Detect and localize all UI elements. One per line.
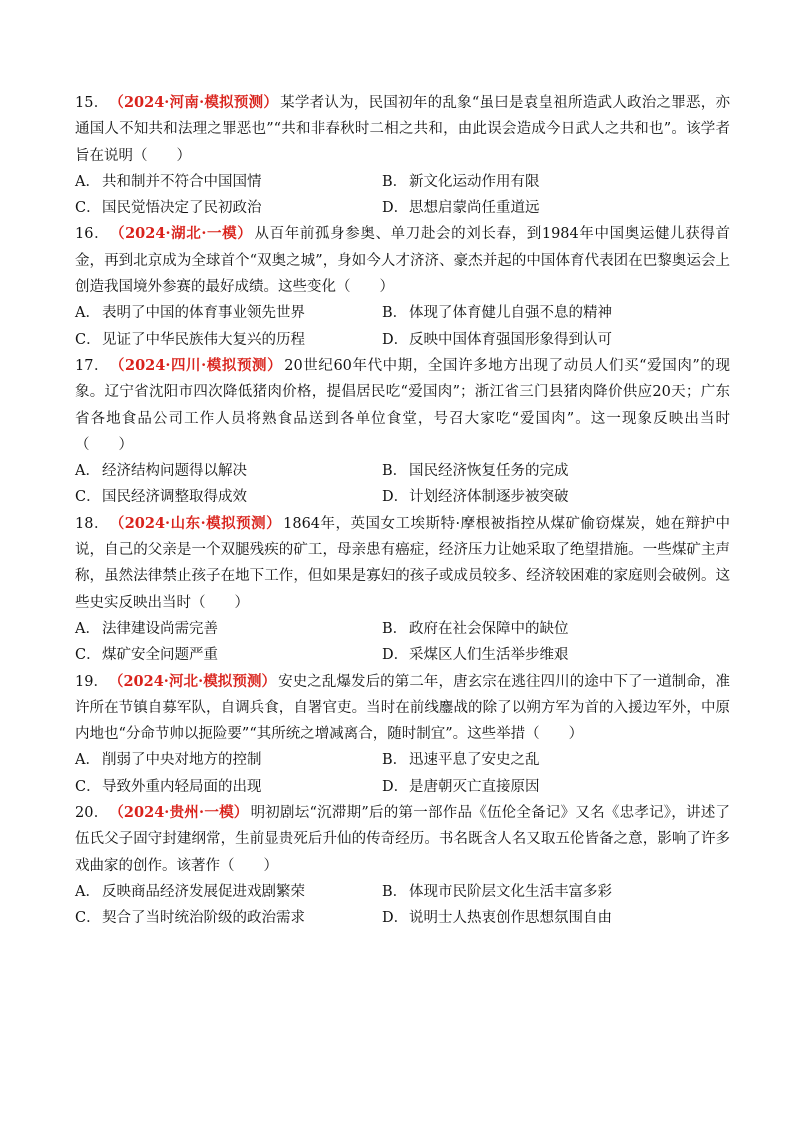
question-text: 某学者认为，民国初年的乱象“虽曰是袁皇祖所造武人政治之罪恶，亦通国人不知共和法理之罪恶也”“共和非春秋时二相之共和，由此误会造成今日武人之共和也”。该学者旨在说明（ ） <box>75 95 730 164</box>
question-stem <box>75 221 730 300</box>
question-stem <box>75 511 730 616</box>
option-text: 契合了当时统治阶级的政治需求 <box>102 910 305 927</box>
question-15 <box>75 90 730 221</box>
option-d[interactable] <box>382 484 730 510</box>
option-letter: D． <box>382 331 409 348</box>
option-text: 新文化运动作用有限 <box>409 173 540 190</box>
option-letter: B． <box>382 620 408 637</box>
option-letter: D． <box>382 489 409 506</box>
option-letter: C． <box>75 331 101 348</box>
option-text: 煤矿安全问题严重 <box>102 647 218 664</box>
option-text: 经济结构问题得以解决 <box>102 463 247 480</box>
options-grid <box>75 747 730 800</box>
option-text: 体现了体育健儿自强不息的精神 <box>409 305 612 322</box>
option-b[interactable] <box>382 169 730 195</box>
question-number: 19． <box>75 673 109 690</box>
question-stem <box>75 353 730 458</box>
option-d[interactable] <box>382 905 730 931</box>
option-text: 见证了中华民族伟大复兴的历程 <box>102 331 305 348</box>
question-text: 明初剧坛“沉滞期”后的第一部作品《伍伦全备记》又名《忠孝记》，讲述了伍氏父子固守封建纲常，生前显贵死后升仙的传奇经历。书名既含人名又取五伦皆备之意，影响了许多戏曲家的创作。该著作（ ） <box>75 805 731 874</box>
source-tag: （2024·山东·模拟预测） <box>116 514 282 532</box>
question-18 <box>75 511 730 669</box>
option-c[interactable] <box>75 642 382 668</box>
question-number: 16． <box>75 226 110 243</box>
option-b[interactable] <box>382 300 730 326</box>
option-letter: D． <box>382 647 409 664</box>
option-b[interactable] <box>382 458 730 484</box>
option-text: 采煤区人们生活举步维艰 <box>409 647 569 664</box>
option-text: 说明士人热衷创作思想氛围自由 <box>409 910 612 927</box>
option-b[interactable] <box>382 747 730 773</box>
options-grid <box>75 879 730 932</box>
question-number: 15． <box>75 95 109 111</box>
option-letter: D． <box>382 778 409 795</box>
option-letter: B． <box>382 883 408 900</box>
option-a[interactable] <box>75 616 382 642</box>
option-c[interactable] <box>75 774 382 800</box>
question-text: 1864年，英国女工埃斯特·摩根被指控从煤矿偷窃煤炭，她在辩护中说，自己的父亲是一个双腿残疾的矿工，母亲患有癌症，经济压力让她采取了绝望措施。一些煤矿主声称，虽然法律禁止孩子在地下工作，但如果是寡妇的孩子或成员较多、经济较困难的家庭则会破例。这些史实反映出当时（ ） <box>75 515 731 611</box>
question-16 <box>75 221 730 352</box>
option-c[interactable] <box>75 195 382 221</box>
question-20 <box>75 800 730 931</box>
option-text: 国民经济调整取得成效 <box>102 489 247 506</box>
option-d[interactable] <box>382 642 730 668</box>
option-letter: B． <box>382 305 408 322</box>
option-a[interactable] <box>75 879 382 905</box>
option-a[interactable] <box>75 458 382 484</box>
option-text: 反映商品经济发展促进戏剧繁荣 <box>102 883 305 900</box>
exam-page <box>75 90 730 932</box>
option-b[interactable] <box>382 616 730 642</box>
question-number: 18． <box>75 515 109 532</box>
option-letter: D． <box>382 910 409 927</box>
option-text: 思想启蒙尚任重道远 <box>409 200 540 217</box>
source-tag: （2024·河南·模拟预测） <box>116 94 279 111</box>
option-c[interactable] <box>75 327 382 353</box>
option-text: 表明了中国的体育事业领先世界 <box>102 305 305 322</box>
option-text: 计划经济体制逐步被突破 <box>409 489 569 506</box>
option-d[interactable] <box>382 195 730 221</box>
option-text: 是唐朝灭亡直接原因 <box>409 778 540 795</box>
option-text: 削弱了中央对地方的控制 <box>102 752 262 769</box>
option-letter: C． <box>75 778 101 795</box>
option-c[interactable] <box>75 905 382 931</box>
option-letter: D． <box>382 200 409 217</box>
question-text: 安史之乱爆发后的第二年，唐玄宗在逃往四川的途中下了一道制命，准许所在节镇自募军队，自调兵食，自署官吏。当时在前线鏖战的除了以朔方军为首的入援边军外，中原内地也“分命节帅以扼险要”“其所统之增减离合，随时制宜”。这些举措（ ） <box>75 673 731 743</box>
option-text: 迅速平息了安史之乱 <box>409 752 540 769</box>
question-19 <box>75 669 730 800</box>
option-text: 法律建设尚需完善 <box>102 620 218 637</box>
option-text: 共和制并不符合中国国情 <box>102 173 262 190</box>
option-letter: B． <box>382 752 408 769</box>
options-grid <box>75 300 730 353</box>
option-d[interactable] <box>382 327 730 353</box>
option-a[interactable] <box>75 169 382 195</box>
question-text: 20世纪60年代中期，全国许多地方出现了动员人们买“爱国肉”的现象。辽宁省沈阳市四次降低猪肉价格，提倡居民吃“爱国肉”；浙江省三门县猪肉降价供应20天；广东省各地食品公司工作人员将熟食品送到各单位食堂，号召大家吃“爱国肉”。这一现象反映出当时（ ） <box>75 357 731 453</box>
option-a[interactable] <box>75 747 382 773</box>
question-number: 17． <box>75 357 110 374</box>
source-tag: （2024·贵州·一模） <box>116 804 249 822</box>
option-letter: A． <box>75 305 100 322</box>
option-d[interactable] <box>382 774 730 800</box>
option-letter: C． <box>75 489 101 506</box>
question-number: 20． <box>75 805 109 822</box>
question-stem <box>75 800 730 879</box>
option-text: 导致外重内轻局面的出现 <box>102 778 262 795</box>
option-text: 反映中国体育强国形象得到认可 <box>409 331 612 348</box>
options-grid <box>75 169 730 222</box>
option-letter: A． <box>75 620 100 637</box>
question-text: 从百年前孤身参奥、单刀赴会的刘长春，到1984年中国奥运健儿获得首金，再到北京成为全球首个“双奥之城”，身如今人才济济、豪杰并起的中国体育代表团在巴黎奥运会上创造我国境外参赛的最好成绩。这些变化（ ） <box>75 226 731 296</box>
option-b[interactable] <box>382 879 730 905</box>
option-letter: A． <box>75 752 100 769</box>
option-letter: A． <box>75 463 100 480</box>
source-tag: （2024·四川·模拟预测） <box>117 356 283 374</box>
option-letter: C． <box>75 910 101 927</box>
option-text: 政府在社会保障中的缺位 <box>409 620 569 637</box>
option-letter: A． <box>75 883 100 900</box>
option-letter: C． <box>75 200 101 217</box>
option-letter: B． <box>382 173 408 190</box>
option-text: 国民觉悟决定了民初政治 <box>102 200 262 217</box>
source-tag: （2024·河北·模拟预测） <box>116 672 277 690</box>
question-stem <box>75 90 730 169</box>
option-a[interactable] <box>75 300 382 326</box>
option-c[interactable] <box>75 484 382 510</box>
option-text: 国民经济恢复任务的完成 <box>409 463 569 480</box>
question-stem <box>75 669 730 748</box>
question-17 <box>75 353 730 511</box>
source-tag: （2024·湖北·一模） <box>117 225 253 243</box>
option-text: 体现市民阶层文化生活丰富多彩 <box>409 883 612 900</box>
options-grid <box>75 616 730 669</box>
option-letter: C． <box>75 647 101 664</box>
options-grid <box>75 458 730 511</box>
option-letter: A． <box>75 173 100 190</box>
option-letter: B． <box>382 463 408 480</box>
